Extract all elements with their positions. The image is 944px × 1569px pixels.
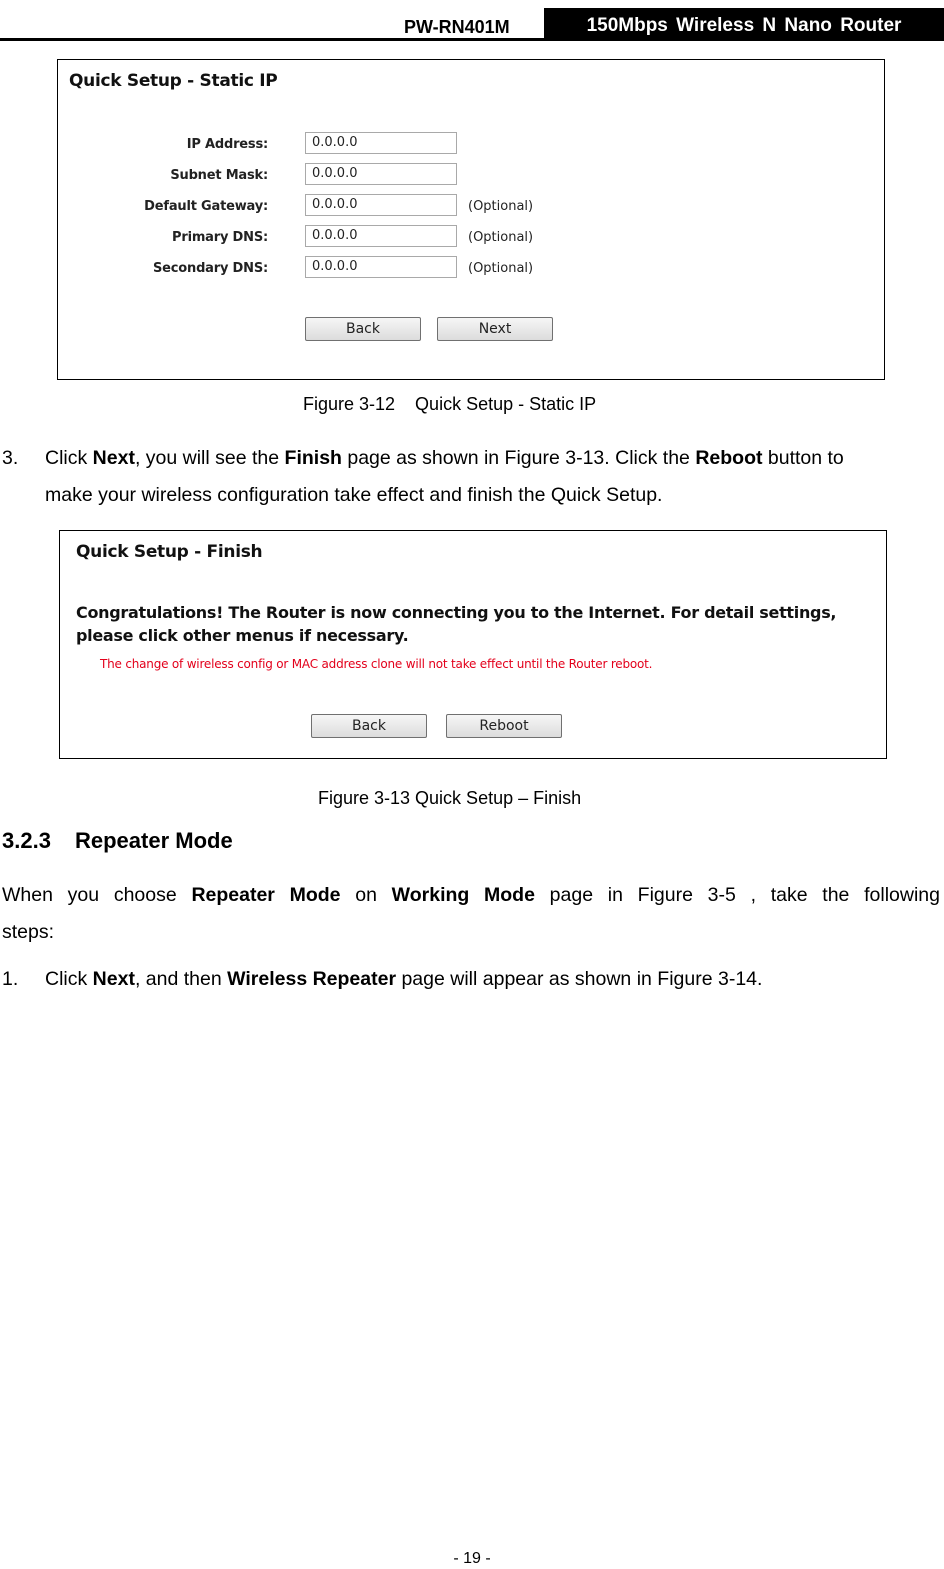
figure-static-ip xyxy=(57,59,885,380)
intro-text: page in Figure 3-5 , take the following xyxy=(534,884,940,906)
congratulations-line-2: please click other menus if necessary. xyxy=(76,626,409,645)
step-3-text: button to xyxy=(762,447,844,469)
reboot-button[interactable]: Reboot xyxy=(446,714,562,738)
figure-finish xyxy=(59,530,887,759)
step-3-text: , you will see the xyxy=(134,447,285,469)
step-1-text: , and then xyxy=(134,968,228,990)
default-gateway-optional: (Optional) xyxy=(468,199,534,214)
ip-address-input[interactable]: 0.0.0.0 xyxy=(305,132,457,154)
intro-text: When you choose xyxy=(2,884,192,906)
step-1-number: 1. xyxy=(2,968,19,990)
default-gateway-input[interactable]: 0.0.0.0 xyxy=(305,194,457,216)
step-1-text: Click xyxy=(45,968,93,990)
step-1-text: page will appear as shown in Figure 3-14. xyxy=(396,968,763,990)
page-number: - 19 - xyxy=(453,1550,491,1567)
subnet-mask-input[interactable]: 0.0.0.0 xyxy=(305,163,457,185)
section-number: 3.2.3 xyxy=(2,828,51,853)
intro-line-1 xyxy=(2,877,940,914)
static-ip-title: Quick Setup - Static IP xyxy=(69,71,278,91)
figure-13-caption: Figure 3-13 Quick Setup – Finish xyxy=(318,788,582,808)
congratulations-line-1: Congratulations! The Router is now connecting you to the Internet. For detail settings, xyxy=(76,603,837,622)
intro-repeater-mode: Repeater Mode xyxy=(191,884,341,906)
secondary-dns-label: Secondary DNS: xyxy=(153,261,268,276)
default-gateway-label: Default Gateway: xyxy=(144,199,268,214)
step-3-line-2: make your wireless configuration take effect and finish the Quick Setup. xyxy=(45,484,663,506)
next-button[interactable]: Next xyxy=(437,317,553,341)
intro-working-mode: Working Mode xyxy=(391,884,535,906)
step-3-line-1 xyxy=(45,440,844,477)
back-button[interactable]: Back xyxy=(305,317,421,341)
step-3-reboot: Reboot xyxy=(695,447,763,469)
congratulations-message xyxy=(76,601,876,647)
step-3-finish: Finish xyxy=(284,447,342,469)
secondary-dns-optional: (Optional) xyxy=(468,261,534,276)
section-title: Repeater Mode xyxy=(75,828,233,853)
ip-address-label: IP Address: xyxy=(186,137,268,152)
back-button[interactable]: Back xyxy=(311,714,427,738)
step-1-line xyxy=(45,961,762,998)
finish-title: Quick Setup - Finish xyxy=(76,542,263,562)
header-rule xyxy=(0,38,944,41)
intro-text: on xyxy=(340,884,392,906)
step-3-text: page as shown in Figure 3-13. Click the xyxy=(341,447,696,469)
step-3-number: 3. xyxy=(2,447,19,469)
header-model: PW-RN401M xyxy=(404,17,510,37)
subnet-mask-label: Subnet Mask: xyxy=(170,168,268,183)
intro-line-2: steps: xyxy=(2,921,55,943)
primary-dns-input[interactable]: 0.0.0.0 xyxy=(305,225,457,247)
step-3-next: Next xyxy=(92,447,135,469)
primary-dns-optional: (Optional) xyxy=(468,230,534,245)
primary-dns-label: Primary DNS: xyxy=(172,230,268,245)
reboot-warning: The change of wireless config or MAC address clone will not take effect until the Router reboot. xyxy=(100,657,653,671)
step-1-next: Next xyxy=(92,968,135,990)
step-1-wireless-repeater: Wireless Repeater xyxy=(227,968,397,990)
header-product-title: 150Mbps Wireless N Nano Router xyxy=(544,8,944,40)
step-3-text: Click xyxy=(45,447,93,469)
figure-12-caption: Figure 3-12 Quick Setup - Static IP xyxy=(303,394,597,414)
secondary-dns-input[interactable]: 0.0.0.0 xyxy=(305,256,457,278)
